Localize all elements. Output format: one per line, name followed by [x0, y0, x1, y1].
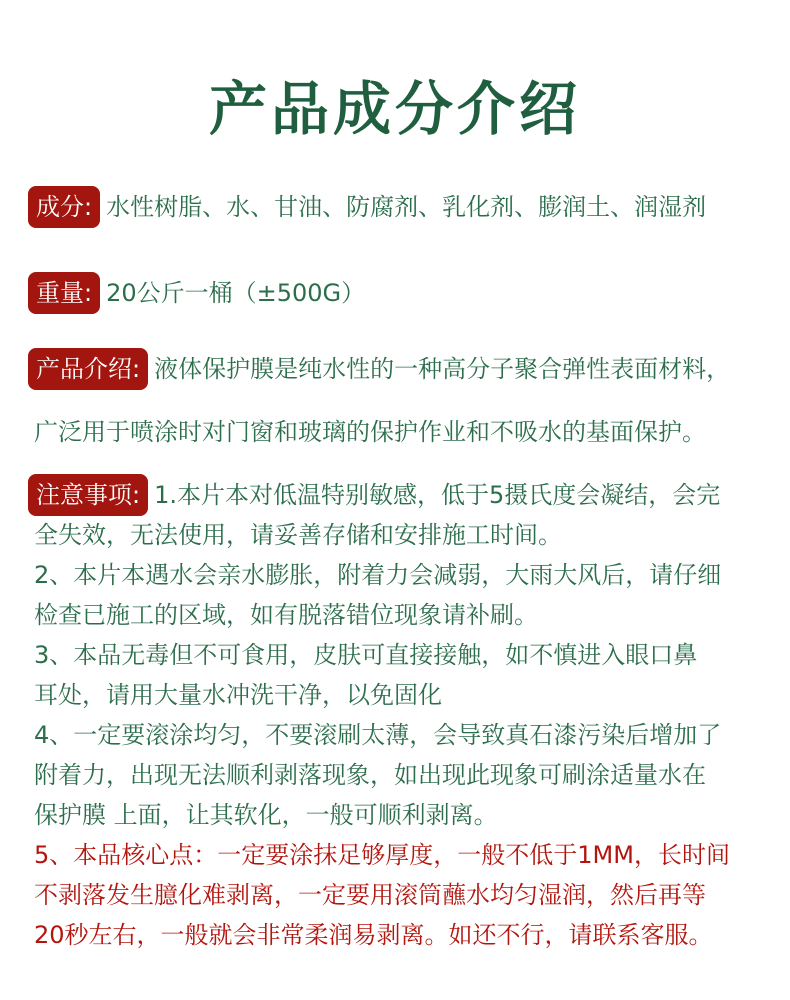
ingredients-text: 水性树脂、水、甘油、防腐剂、乳化剂、膨润土、润湿剂	[106, 193, 707, 221]
notes-line: 全失效，无法使用，请妥善存储和安排施工时间。	[34, 521, 562, 549]
notes-line: 耳处，请用大量水冲洗干净，以免固化	[34, 681, 442, 709]
intro-line-2: 广泛用于喷涂时对门窗和玻璃的保护作业和不吸水的基面保护。	[34, 418, 706, 446]
intro-row	[28, 348, 772, 390]
notes-row	[28, 474, 772, 516]
notes-core-line: 5、本品核心点：一定要涂抹足够厚度，一般不低于1MM，长时间	[34, 841, 730, 869]
notes-line-1: 1.本片本对低温特别敏感，低于5摄氏度会凝结，会完	[154, 481, 721, 509]
notes-line: 保护膜 上面，让其软化，一般可顺利剥离。	[34, 801, 498, 829]
page-title: 产品成分介绍	[208, 75, 581, 143]
ingredients-row	[28, 186, 772, 228]
notes-line: 检查已施工的区域，如有脱落错位现象请补刷。	[34, 601, 538, 629]
intro-label: 产品介绍:	[28, 348, 148, 390]
notes-core-line: 20秒左右，一般就会非常柔润易剥离。如还不行，请联系客服。	[34, 921, 713, 949]
notes-line: 3、本品无毒但不可食用，皮肤可直接接触，如不慎进入眼口鼻	[34, 641, 698, 669]
notes-line: 附着力，出现无法顺利剥落现象，如出现此现象可刷涂适量水在	[34, 761, 706, 789]
weight-text: 20公斤一桶（±500G）	[106, 279, 366, 307]
notes-body	[34, 515, 778, 955]
notes-line: 2、本片本遇水会亲水膨胀，附着力会减弱，大雨大风后，请仔细	[34, 561, 722, 589]
weight-label: 重量:	[28, 272, 100, 314]
notes-line: 4、一定要滚涂均匀，不要滚刷太薄，会导致真石漆污染后增加了	[34, 721, 722, 749]
intro-line-1: 液体保护膜是纯水性的一种高分子聚合弹性表面材料，	[154, 355, 731, 383]
weight-row	[28, 272, 772, 314]
ingredients-label: 成分:	[28, 186, 100, 228]
notes-label: 注意事项:	[28, 474, 148, 516]
notes-core-line: 不剥落发生臆化难剥离，一定要用滚筒蘸水均匀湿润，然后再等	[34, 881, 706, 909]
